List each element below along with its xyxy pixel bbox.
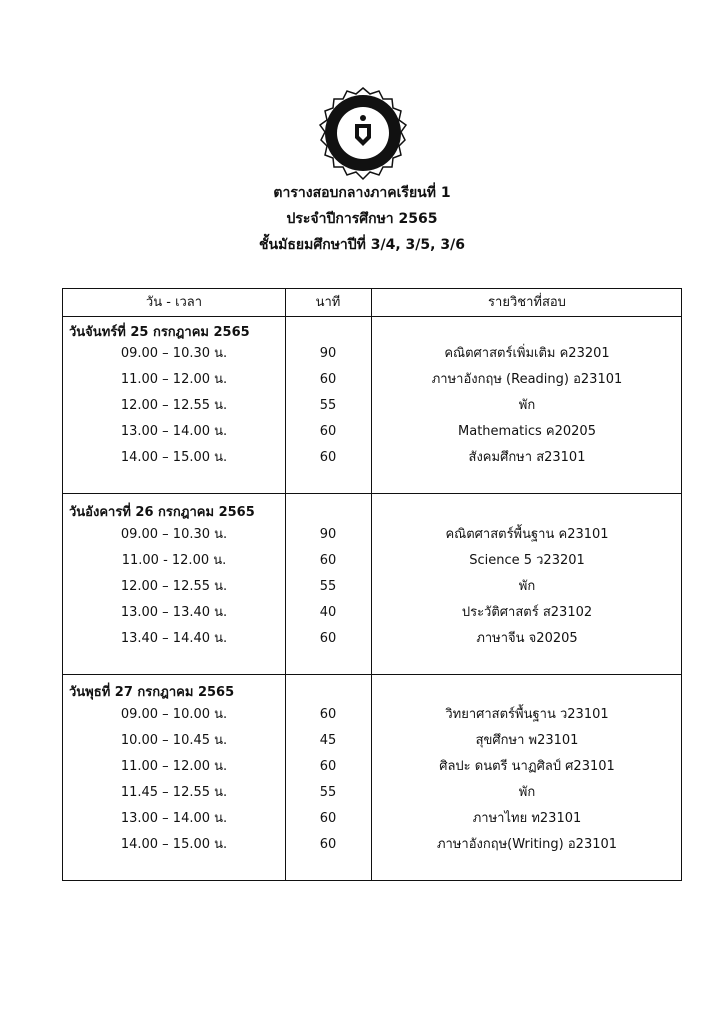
row-time: 13.00 – 14.00 น. — [120, 811, 228, 826]
table-row — [63, 702, 681, 728]
header-subject: รายวิชาที่สอบ — [488, 295, 566, 310]
table-row — [63, 341, 681, 367]
table-row — [63, 445, 681, 471]
header-time: วัน - เวลา — [145, 295, 203, 310]
row-subject: ภาษาจีน จ20205 — [476, 631, 578, 646]
row-minutes: 60 — [319, 631, 337, 646]
row-time: 11.00 – 12.00 น. — [120, 759, 228, 774]
exam-schedule-table — [62, 288, 682, 881]
row-time: 11.45 – 12.55 น. — [120, 785, 228, 800]
table-row — [63, 522, 681, 548]
day-divider — [63, 493, 681, 494]
row-subject: วิทยาศาสตร์พื้นฐาน ว23101 — [445, 707, 609, 722]
row-subject: พัก — [518, 579, 536, 594]
table-row — [63, 728, 681, 754]
row-subject: ภาษาไทย ท23101 — [472, 811, 582, 826]
row-time: 11.00 – 12.00 น. — [120, 372, 228, 387]
row-subject: Mathematics ค20205 — [458, 424, 596, 439]
day-label: วันจันทร์ที่ 25 กรกฎาคม 2565 — [69, 325, 250, 340]
grade-level: ชั้นมัธยมศึกษาปีที่ 3/4, 3/5, 3/6 — [259, 237, 465, 253]
row-minutes: 55 — [319, 579, 337, 594]
row-time: 13.40 – 14.40 น. — [120, 631, 228, 646]
row-subject: คณิตศาสตร์พื้นฐาน ค23101 — [445, 527, 609, 542]
row-time: 11.00 - 12.00 น. — [121, 553, 227, 568]
exam-title: ตารางสอบกลางภาคเรียนที่ 1 — [273, 185, 451, 201]
row-minutes: 60 — [319, 759, 337, 774]
table-row — [63, 548, 681, 574]
table-row — [63, 419, 681, 445]
row-subject: สุขศึกษา พ23101 — [475, 733, 579, 748]
row-time: 13.00 – 14.00 น. — [120, 424, 228, 439]
row-subject: คณิตศาสตร์เพิ่มเติม ค23201 — [444, 346, 610, 361]
day-label: วันอังคารที่ 26 กรกฎาคม 2565 — [69, 505, 255, 520]
row-minutes: 45 — [319, 733, 337, 748]
row-minutes: 90 — [319, 346, 337, 361]
row-subject: พัก — [518, 785, 536, 800]
academic-year: ประจำปีการศึกษา 2565 — [286, 211, 438, 227]
table-row — [63, 754, 681, 780]
row-time: 12.00 – 12.55 น. — [120, 579, 228, 594]
school-seal-logo — [310, 80, 416, 186]
row-minutes: 55 — [319, 398, 337, 413]
table-row — [63, 367, 681, 393]
row-subject: ภาษาอังกฤษ (Reading) อ23101 — [431, 372, 623, 387]
row-subject: พัก — [518, 398, 536, 413]
row-time: 14.00 – 15.00 น. — [120, 450, 228, 465]
document-titles — [0, 180, 724, 258]
table-row — [63, 780, 681, 806]
row-time: 09.00 – 10.30 น. — [120, 527, 228, 542]
table-row — [63, 393, 681, 419]
table-row — [63, 626, 681, 652]
row-minutes: 60 — [319, 553, 337, 568]
table-header — [63, 289, 681, 317]
row-time: 10.00 – 10.45 น. — [120, 733, 228, 748]
row-minutes: 90 — [319, 527, 337, 542]
day-divider — [63, 674, 681, 675]
row-subject: สังคมศึกษา ส23101 — [468, 450, 586, 465]
row-subject: ภาษาอังกฤษ(Writing) อ23101 — [436, 837, 618, 852]
table-row — [63, 832, 681, 858]
row-minutes: 55 — [319, 785, 337, 800]
row-minutes: 40 — [319, 605, 337, 620]
row-time: 12.00 – 12.55 น. — [120, 398, 228, 413]
row-time: 13.00 – 13.40 น. — [120, 605, 228, 620]
table-row — [63, 574, 681, 600]
table-row — [63, 806, 681, 832]
row-minutes: 60 — [319, 811, 337, 826]
row-subject: ศิลปะ ดนตรี นาฏศิลป์ ศ23101 — [439, 759, 615, 774]
table-row — [63, 600, 681, 626]
row-minutes: 60 — [319, 424, 337, 439]
row-time: 09.00 – 10.00 น. — [120, 707, 228, 722]
day-label: วันพุธที่ 27 กรกฎาคม 2565 — [69, 685, 235, 700]
row-subject: Science 5 ว23201 — [469, 553, 585, 568]
row-minutes: 60 — [319, 450, 337, 465]
row-time: 14.00 – 15.00 น. — [120, 837, 228, 852]
row-time: 09.00 – 10.30 น. — [120, 346, 228, 361]
row-minutes: 60 — [319, 837, 337, 852]
row-minutes: 60 — [319, 372, 337, 387]
header-minutes: นาที — [315, 295, 341, 310]
row-subject: ประวัติศาสตร์ ส23102 — [461, 605, 593, 620]
row-minutes: 60 — [319, 707, 337, 722]
